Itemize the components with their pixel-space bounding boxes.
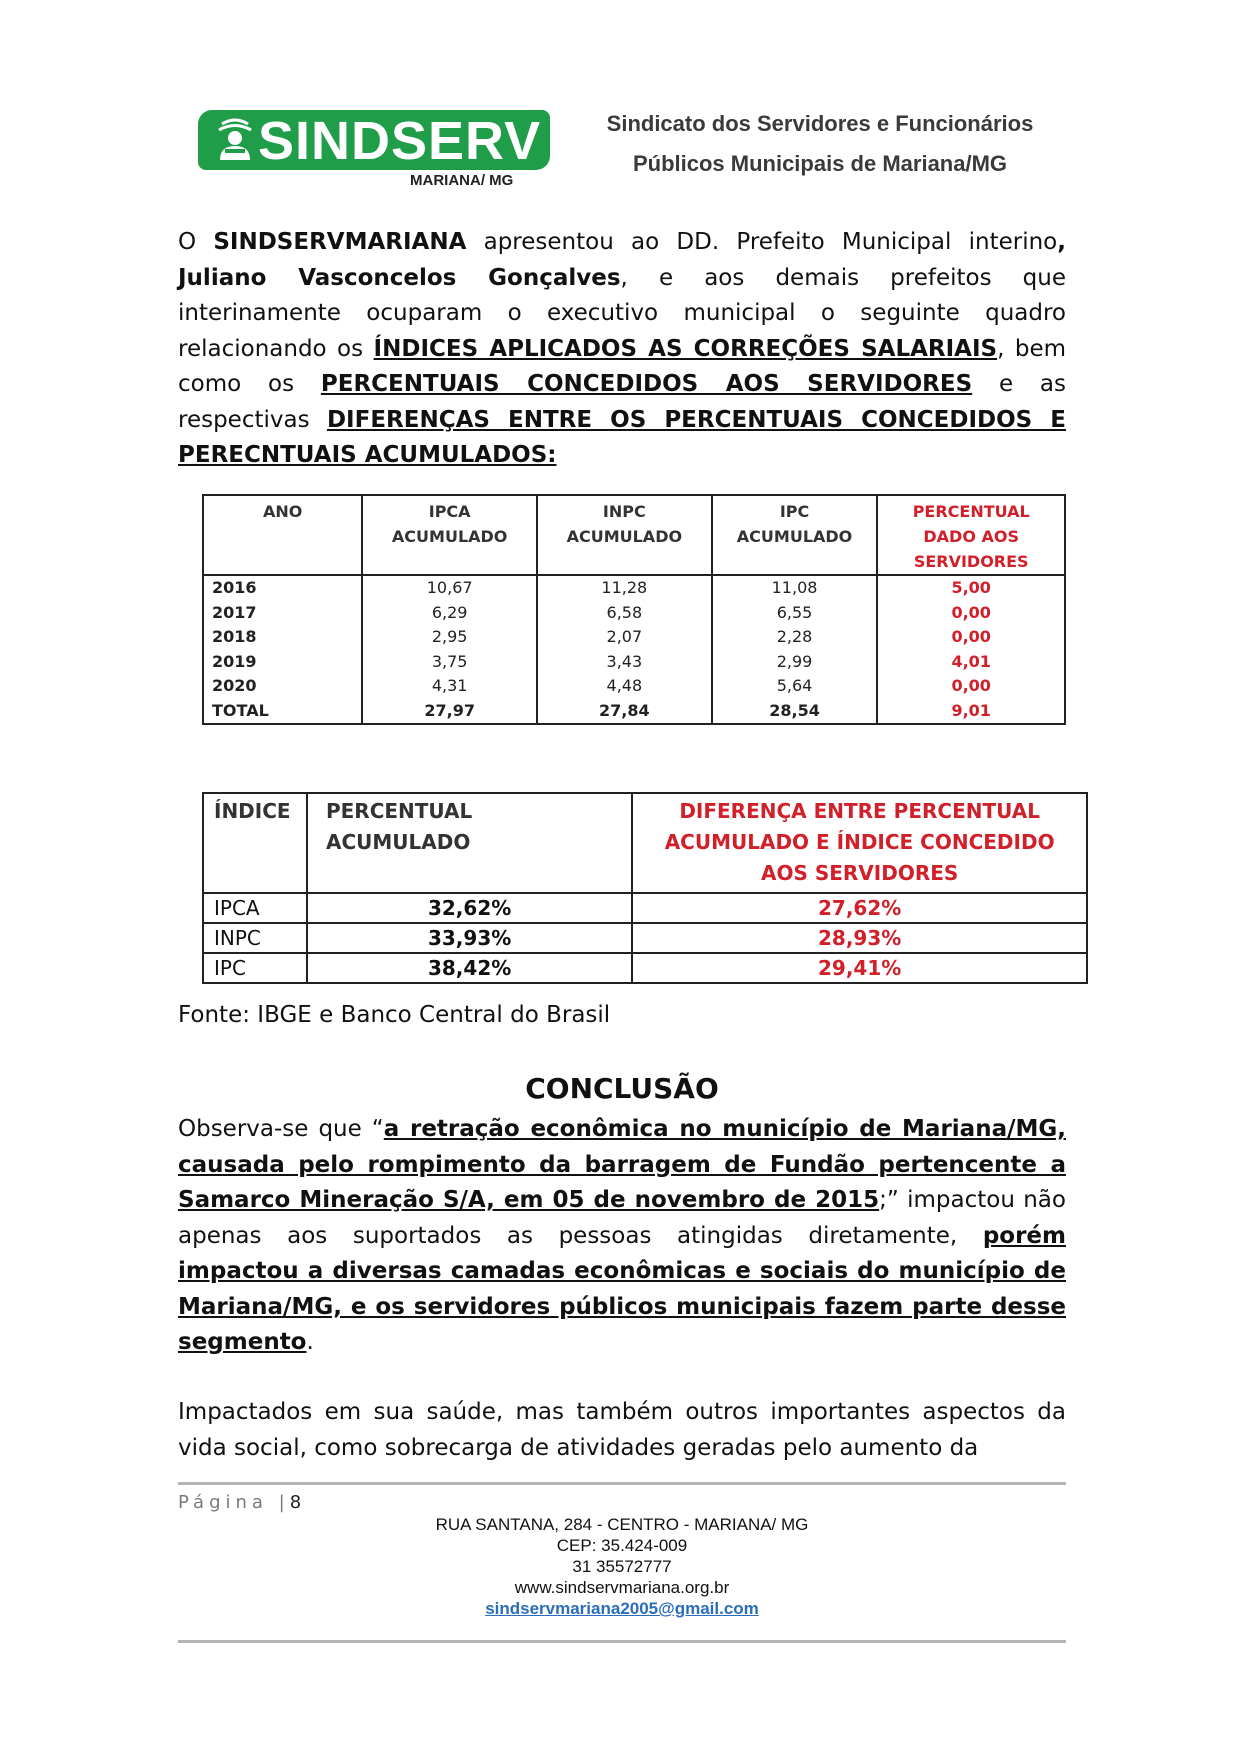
union-name-line2: Públicos Municipais de Mariana/MG [632,151,1008,176]
intro-emphasis: PERCENTUAIS CONCEDIDOS AOS SERVIDORES [320,371,973,397]
footer-cep: CEP: 35.424-009 [556,1536,688,1555]
union-name-line1: Sindicato dos Servidores e Funcionários [606,111,1034,136]
accumulated-cell: 32,62% [307,893,632,923]
col-header-difference: DIFERENÇA ENTRE PERCENTUAL ACUMULADO E ÍNDICE CONCEDIDO AOS SERVIDORES [632,793,1087,893]
footer-phone: 31 35572777 [572,1557,672,1576]
page-number-value: 8 [289,1492,302,1513]
year-cell: 2016 [203,575,362,601]
table-row [203,625,1065,650]
difference-cell: 28,93% [632,923,1087,953]
accumulated-difference-table [202,792,1088,984]
granted-cell: 5,00 [877,575,1065,601]
inpc-cell: 2,07 [537,625,712,650]
table-row [203,674,1065,699]
footer-contact [178,1514,1066,1619]
intro-text: e as respectivas [178,371,1067,433]
year-cell: 2019 [203,650,362,675]
difference-cell: 27,62% [632,893,1087,923]
intro-paragraph [178,225,1066,474]
granted-cell: 0,00 [877,674,1065,699]
ipca-cell: 3,75 [362,650,537,675]
granted-cell: 0,00 [877,601,1065,626]
table-row [203,650,1065,675]
ipc-cell: 11,08 [712,575,878,601]
conclusion-title: CONCLUSÃO [525,1072,719,1105]
col-header-granted: PERCENTUAL DADO AOS SERVIDORES [877,495,1065,575]
index-cell: IPC [203,953,307,983]
footer-bottom-divider [178,1640,1066,1643]
accumulated-cell: 33,93% [307,923,632,953]
footer-address: RUA SANTANA, 284 - CENTRO - MARIANA/ MG [435,1515,809,1534]
union-name [560,104,1080,184]
ipca-total: 27,97 [362,699,537,725]
conclusion-emphasis: porém impactou a diversas camadas econômicas e sociais do município de Mariana/MG, e os servidores públicos municipais fazem parte desse segmento [178,1222,1066,1355]
total-row [203,699,1065,725]
mayor-name: , Juliano Vasconcelos Gonçalves [178,229,1066,291]
ipca-cell: 10,67 [362,575,537,601]
logo-text: SINDSERV [258,111,542,171]
inpc-total: 27,84 [537,699,712,725]
footer-website[interactable]: www.sindservmariana.org.br [514,1578,730,1597]
granted-total: 9,01 [877,699,1065,725]
year-cell: 2020 [203,674,362,699]
total-label: TOTAL [203,699,362,725]
conclusion-text: . [306,1329,314,1355]
granted-cell: 4,01 [877,650,1065,675]
intro-text: , e aos demais prefeitos que interinamente ocuparam o executivo municipal o seguinte quadro relacionando os [178,264,1066,362]
index-cell: IPCA [203,893,307,923]
footer-email-link[interactable]: sindservmariana2005@gmail.com [485,1599,759,1618]
index-by-year-table [202,494,1066,725]
conclusion-text: ;” impactou não apenas aos suportados as pessoas atingidas diretamente, [178,1187,1066,1249]
intro-text: O [178,229,214,255]
inpc-cell: 3,43 [537,650,712,675]
ipc-cell: 2,28 [712,625,878,650]
intro-text: , bem como os [178,335,1066,397]
col-header-ipca: IPCA ACUMULADO [362,495,537,575]
intro-text: apresentou ao DD. Prefeito Municipal interino [466,229,1058,255]
ipc-cell: 2,99 [712,650,878,675]
inpc-cell: 11,28 [537,575,712,601]
ipca-cell: 6,29 [362,601,537,626]
col-header-year: ANO [203,495,362,575]
conclusion-paragraph [178,1112,1066,1361]
source-note: Fonte: IBGE e Banco Central do Brasil [178,1002,611,1028]
page-label: Página [178,1492,268,1513]
ipc-cell: 5,64 [712,674,878,699]
col-header-ipc: IPC ACUMULADO [712,495,878,575]
difference-cell: 29,41% [632,953,1087,983]
inpc-cell: 6,58 [537,601,712,626]
table-row [203,575,1065,601]
accumulated-cell: 38,42% [307,953,632,983]
table-row [203,893,1087,923]
index-cell: INPC [203,923,307,953]
page-number: Página |8 [178,1492,302,1513]
year-cell: 2018 [203,625,362,650]
ipca-cell: 4,31 [362,674,537,699]
table-row [203,601,1065,626]
ipc-cell: 6,55 [712,601,878,626]
year-cell: 2017 [203,601,362,626]
union-acronym: SINDSERVMARIANA [213,229,467,255]
col-header-inpc: INPC ACUMULADO [537,495,712,575]
worker-icon [212,116,258,162]
ipca-cell: 2,95 [362,625,537,650]
granted-cell: 0,00 [877,625,1065,650]
impact-paragraph: Impactados em sua saúde, mas também outros importantes aspectos da vida social, como sobrecarga de atividades geradas pelo aumento da [178,1399,1066,1461]
col-header-index: ÍNDICE [203,793,307,893]
col-header-accumulated: PERCENTUAL ACUMULADO [307,793,632,893]
conclusion-emphasis: a retração econômica no município de Mariana/MG, causada pelo rompimento da barragem de Fundão pertencente a Samarco Mineração S/A, em 05 de novembro de 2015 [178,1116,1067,1213]
inpc-cell: 4,48 [537,674,712,699]
sindserv-logo [198,108,550,192]
conclusion-text: Observa-se que “ [178,1116,384,1142]
intro-emphasis: DIFERENÇAS ENTRE OS PERCENTUAIS CONCEDIDOS E PERECNTUAIS ACUMULADOS: [178,406,1066,468]
table-row [203,953,1087,983]
footer-divider [178,1482,1066,1485]
ipc-total: 28,54 [712,699,878,725]
intro-emphasis: ÍNDICES APLICADOS AS CORREÇÕES SALARIAIS [373,335,998,362]
table-row [203,923,1087,953]
logo-subtitle: MARIANA/ MG [410,172,514,189]
